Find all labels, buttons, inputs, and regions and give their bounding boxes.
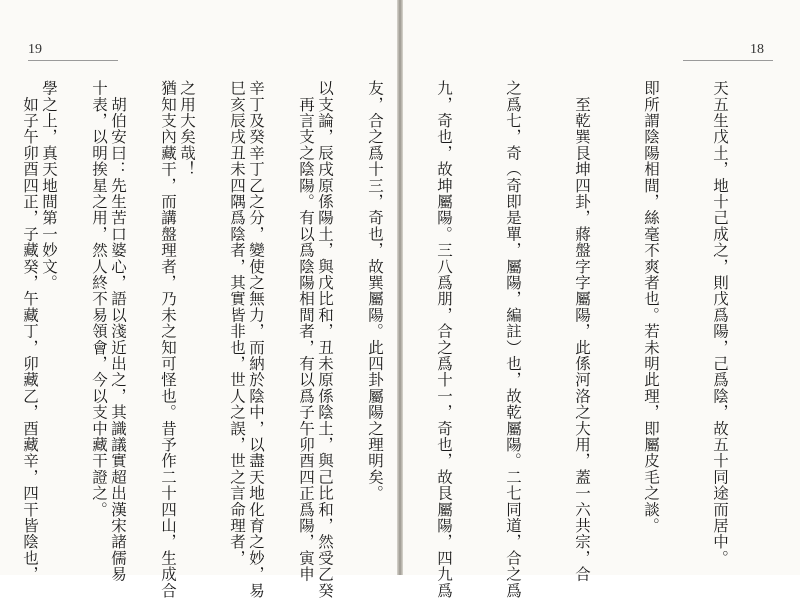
page-number: 19 bbox=[28, 42, 42, 57]
header-rule bbox=[28, 60, 118, 61]
text-line: 胡伯安曰：先生苦口婆心，語以淺近出之，其識議實超出漢宋諸儒易 bbox=[109, 80, 127, 583]
text-line: 學之上，真天地間第一妙文。 bbox=[40, 80, 58, 291]
text-line: 如子午卯酉四正，子藏癸，午藏丁，卯藏乙，酉藏辛，四干皆陰也， bbox=[21, 80, 39, 583]
text-line: 巳亥辰戌丑未四隅爲陰者，其實皆非也，世人之誤，世之言命理者， bbox=[228, 80, 246, 566]
text-line: 之爲七，奇（奇即是單，屬陽，編註）也，故乾屬陽。二七同道，合之爲 bbox=[504, 80, 522, 598]
page-number: 18 bbox=[750, 42, 764, 57]
text-line: 友，合之爲十三，奇也，故巽屬陽。此四卦屬陽之理明矣。 bbox=[366, 80, 384, 502]
text-line: 至乾巽艮坤四卦，蔣盤字字屬陽，此係河洛之大用，蓋一六共宗，合 bbox=[573, 80, 591, 583]
text-line: 天五生戊土，地十己成之，則戊爲陽，己爲陰，故五十同途而居中。 bbox=[711, 80, 729, 566]
text-line: 之用大矣哉！ bbox=[178, 80, 196, 178]
text-line: 再言支之陰陽。有以爲陰陽相間者，有以爲子午卯酉四正爲陽，寅申 bbox=[297, 80, 315, 583]
text-line: 十表，以明挨星之用，然人終不易領會，今以支中藏干證之。 bbox=[90, 80, 108, 518]
text-line: 以支論，辰戌原係陽土，與戊比和，丑未原係陰土，與己比和，然受乙癸 bbox=[316, 80, 334, 598]
text-line: 辛丁及癸辛丁乙之分，變使之無力，而納於陰中，以盡天地化育之妙，易 bbox=[247, 80, 265, 598]
text-line: 猶知支內藏干，而講盤理者，乃未之知可怪也。昔予作二十四山，生成合 bbox=[159, 80, 177, 598]
text-line: 九，奇也，故坤屬陽。三八爲朋，合之爲十一，奇也，故艮屬陽，四九爲 bbox=[435, 80, 453, 598]
text-line: 即所謂陰陽相間，絲毫不爽者也。若未明此理，即屬皮毛之談。 bbox=[642, 80, 660, 534]
header-rule bbox=[683, 60, 773, 61]
